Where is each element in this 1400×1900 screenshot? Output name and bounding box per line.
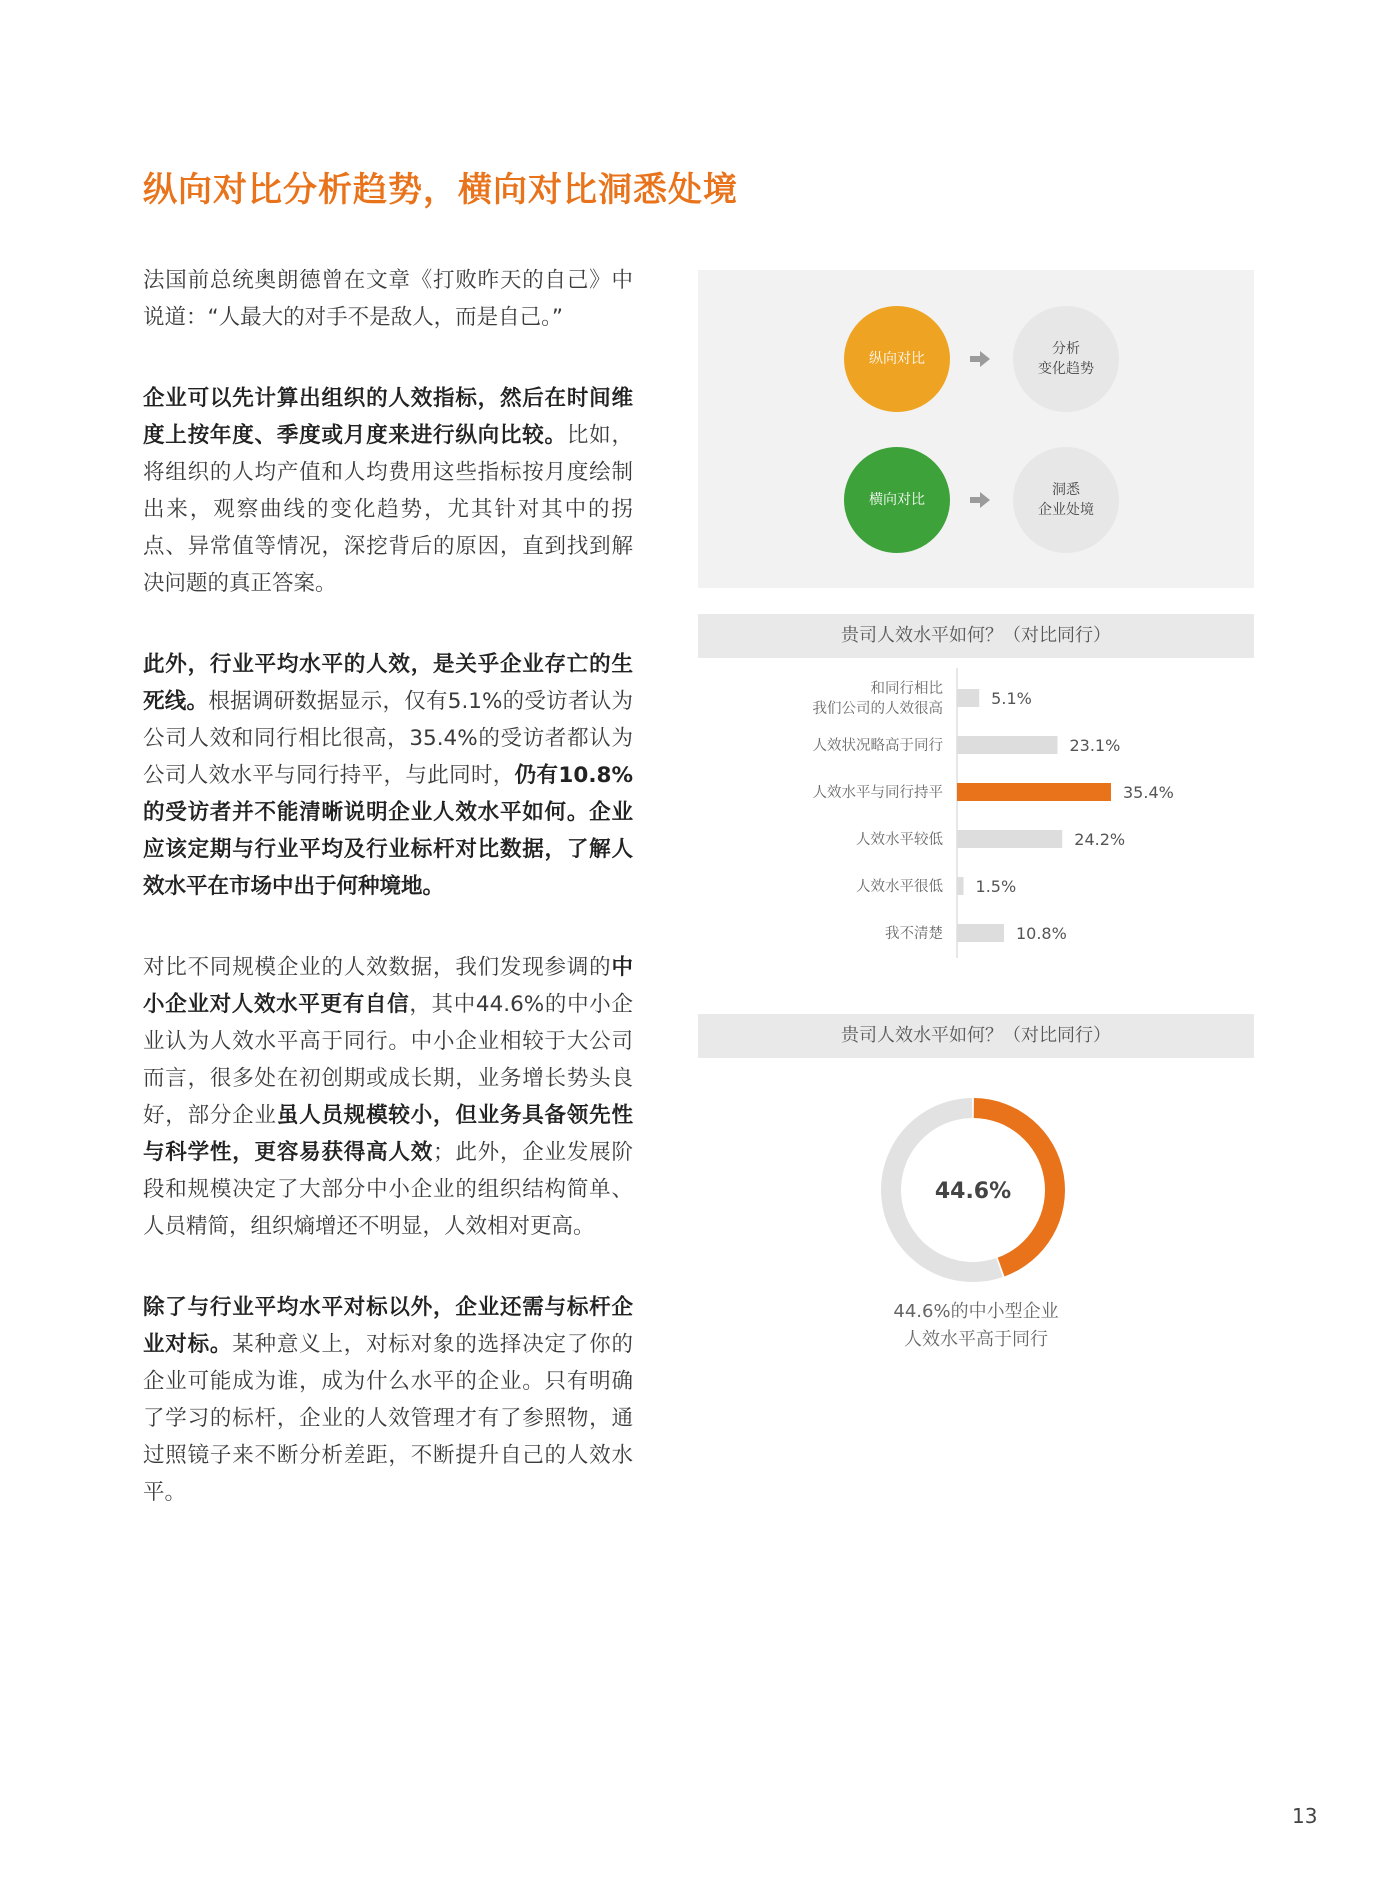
insight-situation-line1: 洞悉 (1052, 482, 1080, 498)
comparison-diagram (698, 270, 1254, 588)
bar-chart-panel (698, 614, 1254, 986)
bar-category-label: 人效水平很低 (856, 879, 943, 895)
paragraph-text: ；此外，企业发展阶段和规模决定了大部分中小企业的组织结构简单、人员精简，组织熵增还不明显，人效相对更高。 (143, 1140, 633, 1239)
donut-caption (698, 1298, 1254, 1354)
paragraph-text: ，其中44.6%的中小企业认为人效水平高于同行。中小企业相较于大公司而言，很多处在初创期或成长期，业务增长势头良好，部分企业 (143, 992, 633, 1128)
bar-value-label: 1.5% (975, 877, 1017, 896)
body-text (143, 262, 633, 1555)
bar (957, 689, 979, 707)
donut-chart-title: 贵司人效水平如何？（对比同行） (698, 1014, 1254, 1058)
bar-value-label: 24.2% (1074, 830, 1126, 849)
analyze-trend-line1: 分析 (1052, 341, 1080, 357)
bar (957, 783, 1111, 801)
vertical-compare-circle (844, 306, 950, 412)
bar-value-label: 5.1% (991, 689, 1032, 708)
bar-value-label: 35.4% (1123, 783, 1174, 802)
bar (957, 736, 1057, 754)
paragraph (143, 949, 633, 1245)
bar (957, 830, 1062, 848)
paragraph (143, 262, 633, 336)
paragraph-bold-text: 中小企业对人效水平更有自信 (143, 955, 633, 1017)
paragraph-bold-text: 仍有10.8%的受访者并不能清晰说明企业人效水平如何。企业应该定期与行业平均及行业标杆对比数据，了解人效水平在市场中出于何种境地。 (143, 763, 633, 899)
paragraph-text: 根据调研数据显示，仅有5.1%的受访者认为公司人效和同行相比很高，35.4%的受访者都认为公司人效水平与同行持平，与此同时， (143, 689, 633, 788)
paragraph (143, 380, 633, 602)
horizontal-compare-label: 横向对比 (869, 492, 925, 508)
horizontal-compare-circle (844, 447, 950, 553)
bar-category-label: 和同行相比 (870, 681, 943, 697)
page-number: 13 (1292, 1804, 1318, 1828)
bar-category-label: 我不清楚 (885, 926, 943, 942)
donut-center-label: 44.6% (934, 1179, 1012, 1204)
donut-caption-line2: 人效水平高于同行 (904, 1329, 1048, 1350)
insight-situation-circle (1013, 447, 1119, 553)
bar (957, 877, 964, 895)
paragraph-text: 法国前总统奥朗德曾在文章《打败昨天的自己》中说道：“人最大的对手不是敌人，而是自己。” (143, 268, 633, 330)
paragraph-bold-text: 企业可以先计算出组织的人效指标，然后在时间维度上按年度、季度或月度来进行纵向比较。 (143, 386, 633, 448)
arrow-right-icon (970, 492, 990, 508)
bar-category-label: 人效水平与同行持平 (812, 785, 943, 801)
paragraph (143, 646, 633, 905)
donut-caption-line1: 44.6%的中小型企业 (893, 1301, 1059, 1322)
analyze-trend-line2: 变化趋势 (1038, 361, 1094, 377)
bar-value-label: 23.1% (1069, 736, 1121, 755)
bar-chart-title: 贵司人效水平如何？（对比同行） (698, 614, 1254, 658)
paragraph-text: 比如，将组织的人均产值和人均费用这些指标按月度绘制出来，观察曲线的变化趋势，尤其针对其中的拐点、异常值等情况，深挖背后的原因，直到找到解决问题的真正答案。 (143, 423, 633, 596)
section-heading: 纵向对比分析趋势，横向对比洞悉处境 (143, 170, 738, 210)
paragraph-text: 对比不同规模企业的人效数据，我们发现参调的 (143, 955, 612, 980)
bar-chart (698, 658, 1254, 986)
insight-situation-line2: 企业处境 (1038, 502, 1094, 518)
paragraph (143, 1289, 633, 1511)
bar-category-label: 人效状况略高于同行 (812, 738, 943, 754)
paragraph-bold-text: 除了与行业平均水平对标以外，企业还需与标杆企业对标。 (143, 1295, 633, 1357)
bar-category-label: 我们公司的人效很高 (812, 701, 943, 717)
analyze-trend-circle (1013, 306, 1119, 412)
donut-chart (698, 1058, 1254, 1288)
bar (957, 924, 1004, 942)
paragraph-bold-text: 虽人员规模较小，但业务具备领先性与科学性，更容易获得高人效 (143, 1103, 633, 1165)
paragraph-text: 某种意义上，对标对象的选择决定了你的企业可能成为谁，成为什么水平的企业。只有明确了学习的标杆，企业的人效管理才有了参照物，通过照镜子来不断分析差距，不断提升自己的人效水平。 (143, 1332, 633, 1505)
paragraph-bold-text: 此外，行业平均水平的人效，是关乎企业存亡的生死线。 (143, 652, 633, 714)
arrow-right-icon (970, 351, 990, 367)
vertical-compare-label: 纵向对比 (869, 351, 925, 367)
donut-chart-panel (698, 1014, 1254, 1360)
bar-value-label: 10.8% (1015, 924, 1067, 943)
bar-category-label: 人效水平较低 (856, 832, 943, 848)
